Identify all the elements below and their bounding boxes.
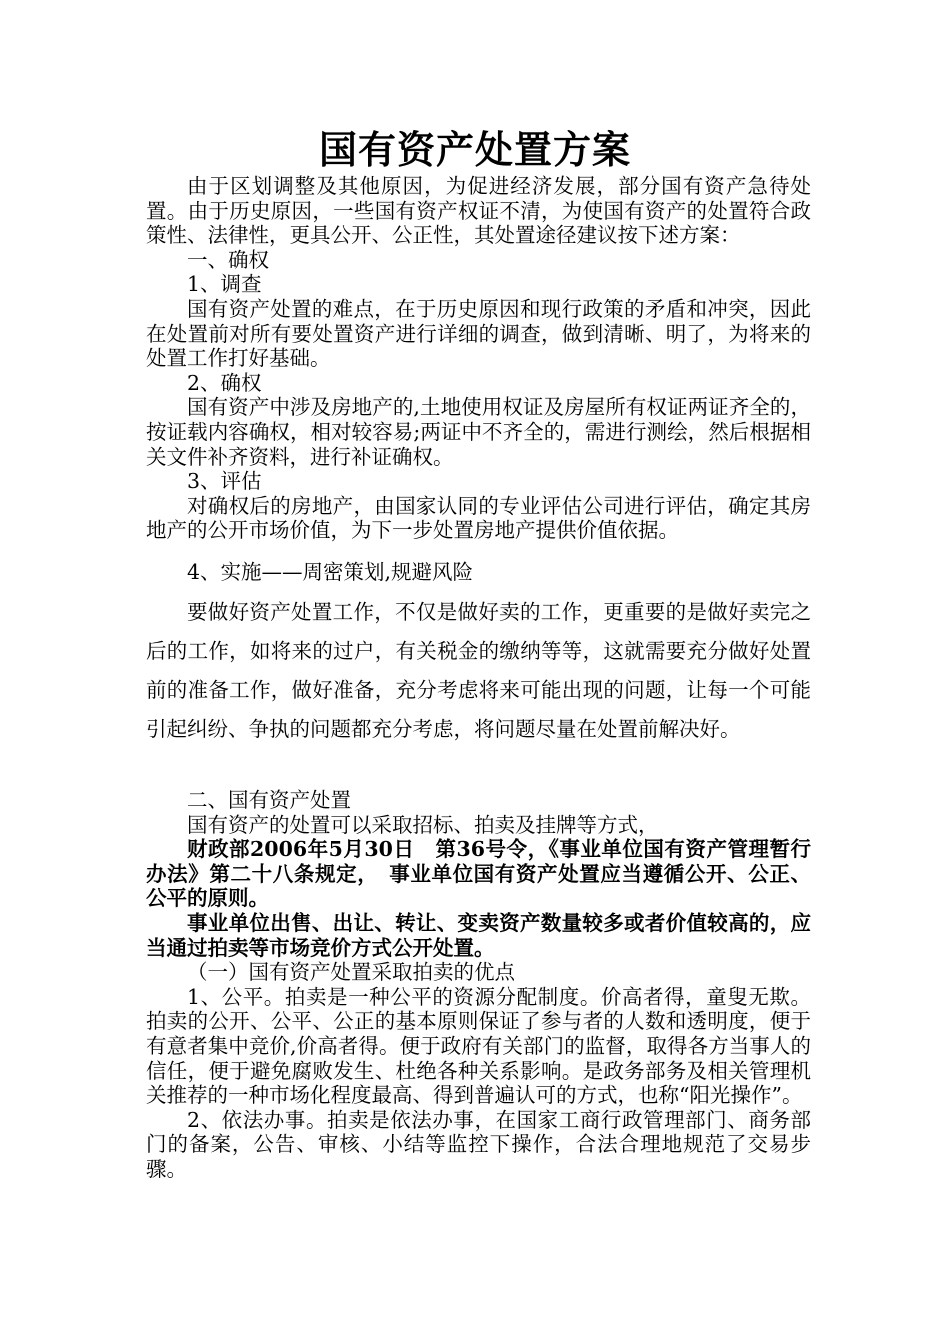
section-part-2 <box>146 788 811 1182</box>
section-part-1 <box>146 174 811 543</box>
evaluation-paragraph: 对确权后的房地产，由国家认同的专业评估公司进行评估，确定其房地产的公开市场价值，为下一步处置房地产提供价值依据。 <box>146 493 811 543</box>
heading-disposal: 二、国有资产处置 <box>187 788 351 812</box>
document-title: 国有资产处置方案 <box>318 127 631 172</box>
intro-paragraph: 由于区划调整及其他原因，为促进经济发展，部分国有资产急待处置。由于历史原因，一些国有资产权证不清，为使国有资产的处置符合政策性、法律性，更具公开、公正性，其处置途径建议按下述方案： <box>146 174 811 248</box>
subheading-implementation: 4、实施——周密策划,规避风险 <box>187 560 474 584</box>
subheading-evaluation: 3、评估 <box>187 469 262 494</box>
heading-auction-advantages: （一）国有资产处置采取拍卖的优点 <box>187 960 515 985</box>
subheading-implementation-block <box>146 560 811 585</box>
disposal-methods-paragraph: 国有资产的处置可以采取招标、拍卖及挂牌等方式， <box>187 812 659 837</box>
implementation-block <box>146 593 811 749</box>
advantage-fairness-paragraph: 1、公平。拍卖是一种公平的资源分配制度。价高者得，童叟无欺。拍卖的公开、公平、公正的基本原则保证了参与者的人数和透明度，便于有意者集中竞价,价高者得。便于政府有关部门的监督，取得各方当事人的信任，便于避免腐败发生、杜绝各种关系影响。是政务部务及相关管理机关推荐的一种市场化程度最高、得到普遍认可的方式，也称“阳光操作”。 <box>146 984 811 1108</box>
investigation-paragraph: 国有资产处置的难点，在于历史原因和现行政策的矛盾和冲突，因此在处置前对所有要处置资产进行详细的调查，做到清晰、明了，为将来的处置工作打好基础。 <box>146 296 811 371</box>
subheading-confirmation: 2、确权 <box>187 370 262 395</box>
subheading-investigation: 1、调查 <box>187 272 262 297</box>
auction-requirement-paragraph: 事业单位出售、出让、转让、变卖资产数量较多或者价值较高的，应当通过拍卖等市场竞价方式公开处置。 <box>146 910 811 960</box>
advantage-lawful-paragraph: 2、依法办事。拍卖是依法办事，在国家工商行政管理部门、商务部门的备案，公告、审核、小结等监控下操作，合法合理地规范了交易步骤。 <box>146 1107 811 1181</box>
confirmation-paragraph: 国有资产中涉及房地产的,土地使用权证及房屋所有权证两证齐全的，按证载内容确权，相对较容易;两证中不齐全的，需进行测绘，然后根据相关文件补齐资料，进行补证确权。 <box>146 395 811 469</box>
implementation-paragraph: 要做好资产处置工作，不仅是做好卖的工作，更重要的是做好卖完之后的工作，如将来的过户，有关税金的缴纳等等，这就需要充分做好处置前的准备工作，做好准备，充分考虑将来可能出现的问题，让每一个可能引起纠纷、争执的问题都充分考虑，将问题尽量在处置前解决好。 <box>146 600 811 741</box>
heading-confirm-rights: 一、确权 <box>187 247 269 272</box>
regulation-paragraph: 财政部2006年5月30日 第36号令，《事业单位国有资产管理暂行办法》第二十八条规定， 事业单位国有资产处置应当遵循公开、公正、公平的原则。 <box>146 837 811 911</box>
